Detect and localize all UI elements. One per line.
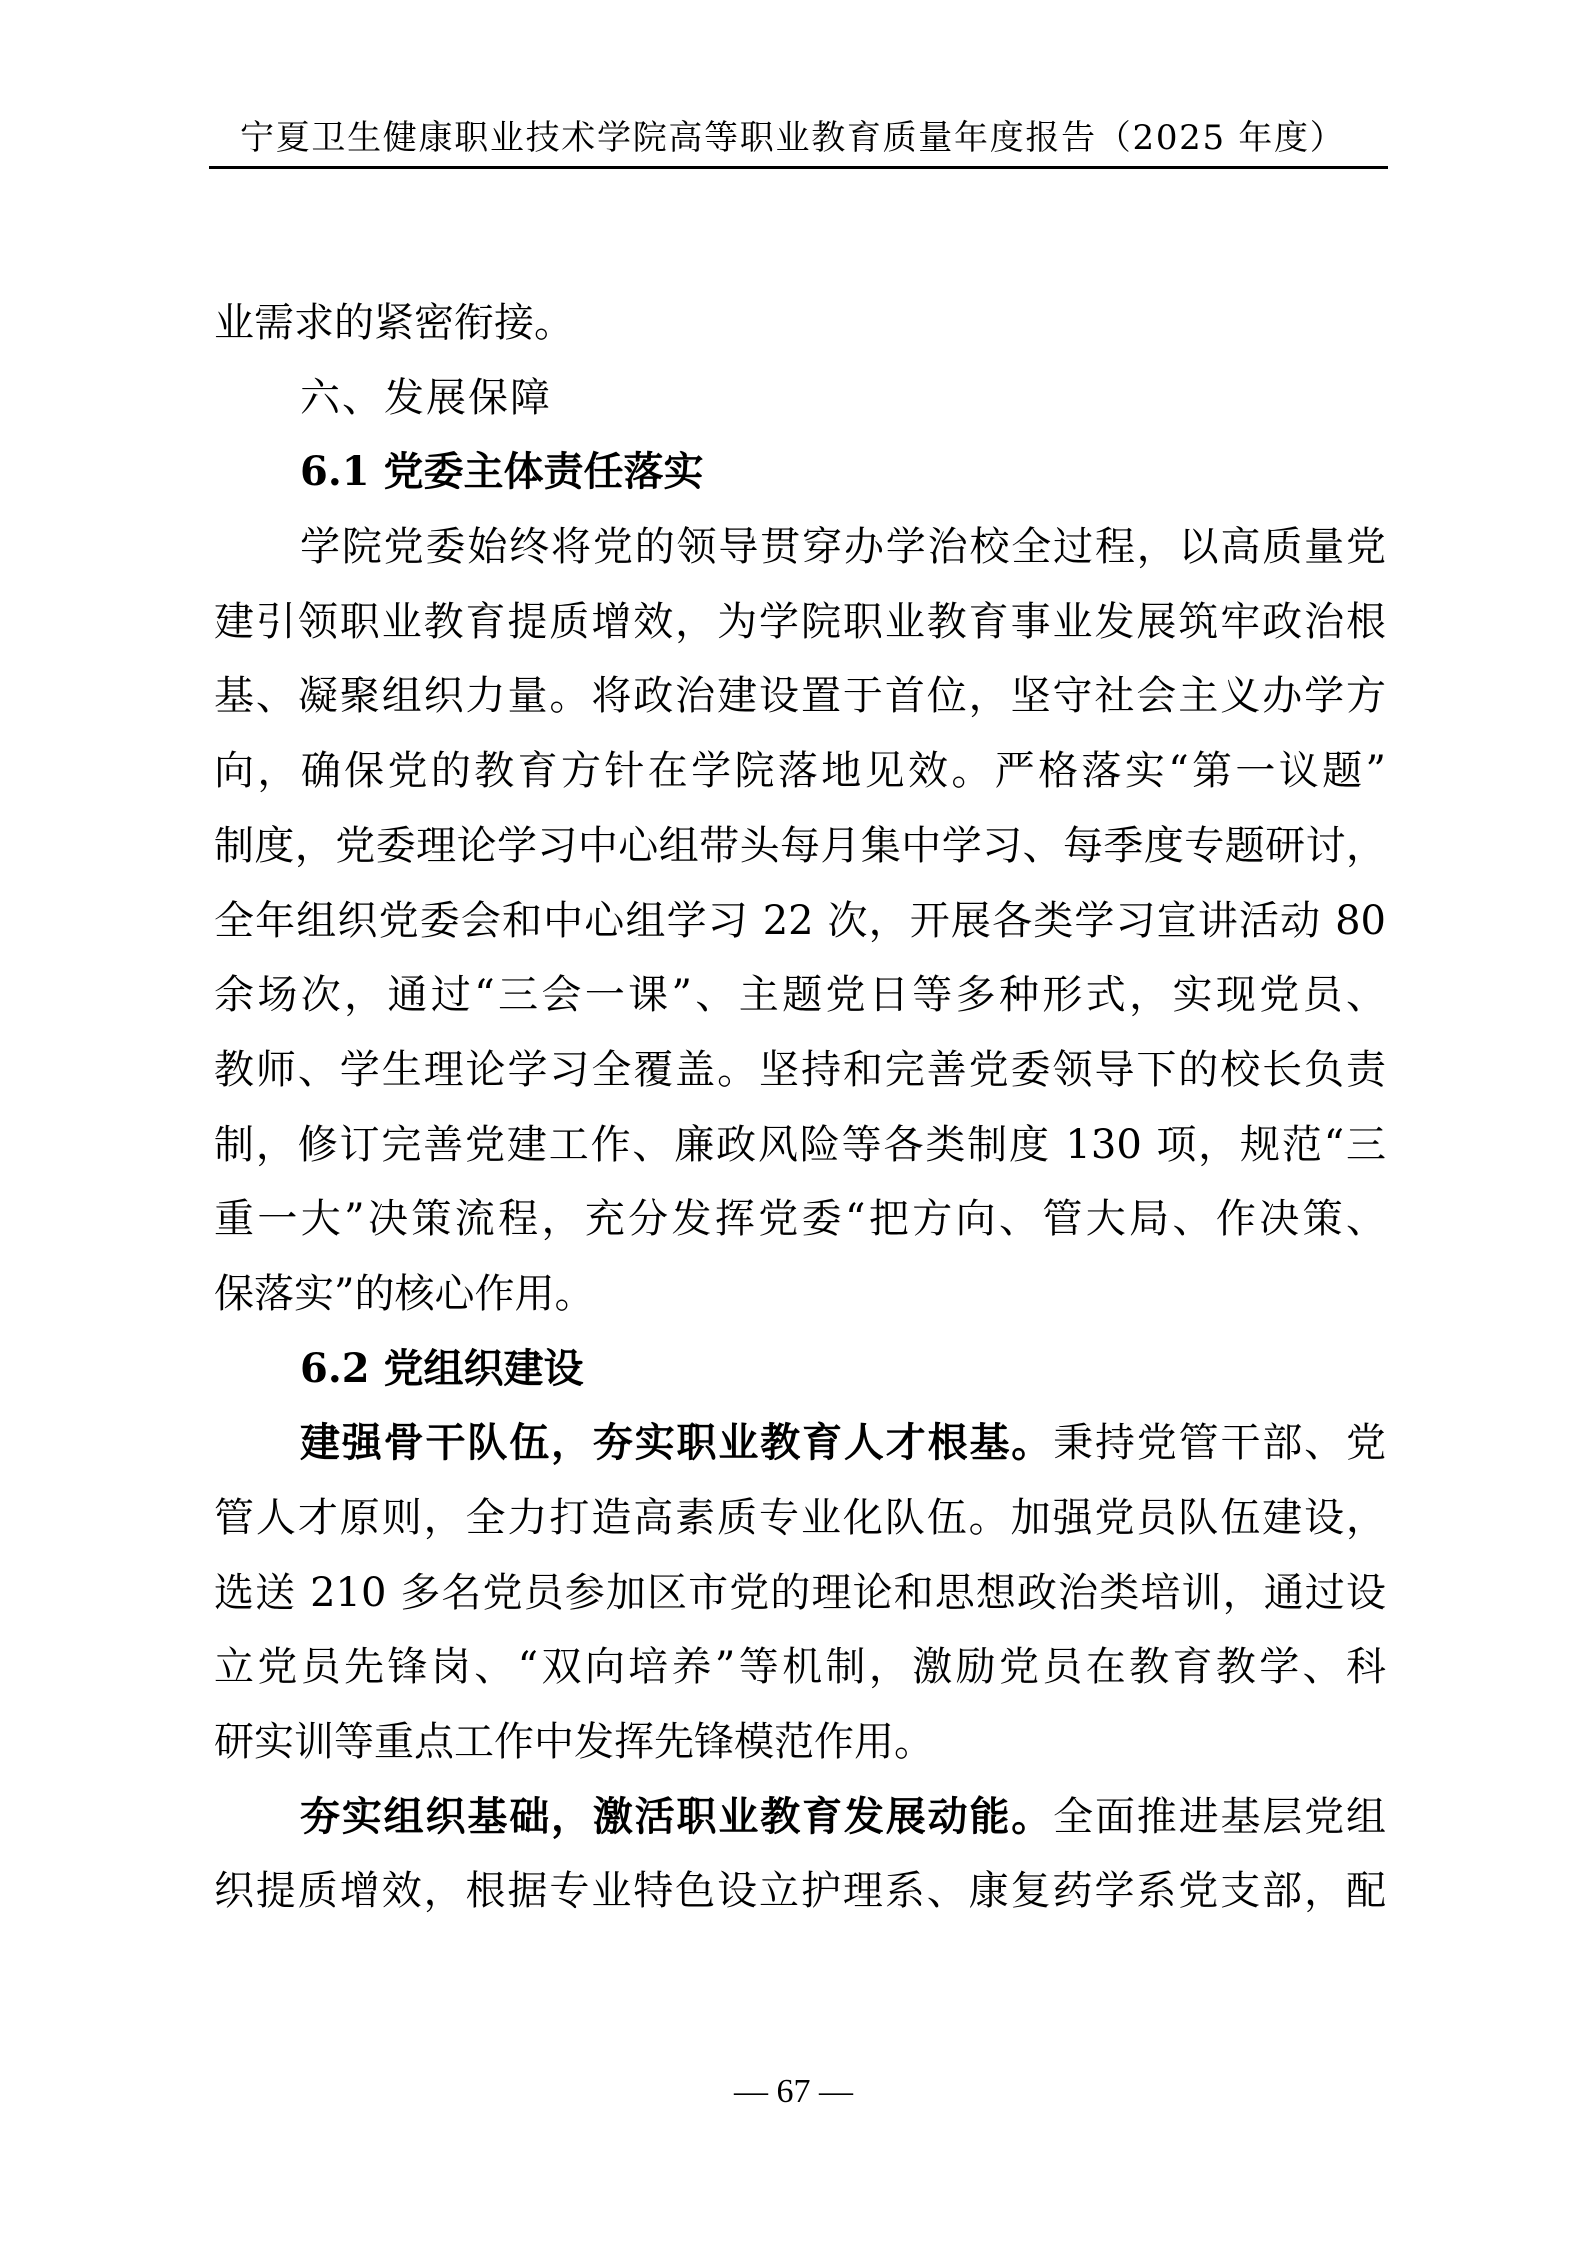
text-line: 研实训等重点工作中发挥先锋模范作用。	[214, 1719, 934, 1766]
text-line: 管人才原则，全力打造高素质专业化队伍。加强党员队伍建设，	[214, 1495, 1386, 1541]
text-run: 秉持党管干部、党	[1053, 1420, 1386, 1467]
running-header-title: 宁夏卫生健康职业技术学院高等职业教育质量年度报告（2025 年度）	[240, 118, 1346, 158]
text-line: 学院党委始终将党的领导贯穿办学治校全过程，以高质量党	[300, 524, 1386, 571]
text-run: 全面推进基层党组	[1053, 1793, 1386, 1840]
page-header	[209, 112, 1388, 172]
text-line: 全年组织党委会和中心组学习 22 次，开展各类学习宣讲活动 80	[214, 897, 1386, 944]
section-heading: 六、发展保障	[300, 374, 552, 421]
text-line: 教师、学生理论学习全覆盖。坚持和完善党委领导下的校长负责	[214, 1046, 1386, 1093]
paragraph-continuation: 业需求的紧密衔接。	[214, 300, 574, 346]
paragraph-backbone-team	[214, 1406, 1386, 1779]
header-divider	[209, 166, 1388, 169]
text-line: 制，修订完善党建工作、廉政风险等各类制度 130 项，规范“三	[214, 1121, 1386, 1168]
subsection-heading-6-1: 6.1 党委主体责任落实	[300, 448, 704, 496]
text-line	[214, 1406, 1386, 1481]
text-line: 保落实”的核心作用。	[214, 1270, 595, 1317]
text-line	[214, 1780, 1386, 1855]
text-line: 重一大”决策流程，充分发挥党委“把方向、管大局、作决策、	[214, 1196, 1386, 1243]
text-line: 基、凝聚组织力量。将政治建设置于首位，坚守社会主义办学方	[214, 673, 1386, 720]
text-line: 建引领职业教育提质增效，为学院职业教育事业发展筑牢政治根	[214, 598, 1386, 645]
page-number: — 67 —	[734, 2073, 853, 2110]
text-line: 余场次，通过“三会一课”、主题党日等多种形式，实现党员、	[214, 972, 1386, 1019]
paragraph-lead-bold: 建强骨干队伍，夯实职业教育人才根基。	[300, 1419, 1054, 1467]
subsection-heading-6-2: 6.2 党组织建设	[300, 1344, 584, 1392]
document-body	[214, 286, 1386, 1929]
paragraph-6-1	[214, 510, 1386, 1332]
paragraph-lead-bold: 夯实组织基础，激活职业教育发展动能。	[300, 1792, 1054, 1840]
text-line: 织提质增效，根据专业特色设立护理系、康复药学系党支部，配	[214, 1868, 1386, 1915]
text-line: 制度，党委理论学习中心组带头每月集中学习、每季度专题研讨，	[214, 822, 1386, 869]
paragraph-organization-foundation	[214, 1780, 1386, 1929]
text-line: 立党员先锋岗、“双向培养”等机制，激励党员在教育教学、科	[214, 1644, 1386, 1691]
text-line: 向，确保党的教育方针在学院落地见效。严格落实“第一议题”	[214, 748, 1386, 795]
text-line: 选送 210 多名党员参加区市党的理论和思想政治类培训，通过设	[214, 1569, 1386, 1616]
